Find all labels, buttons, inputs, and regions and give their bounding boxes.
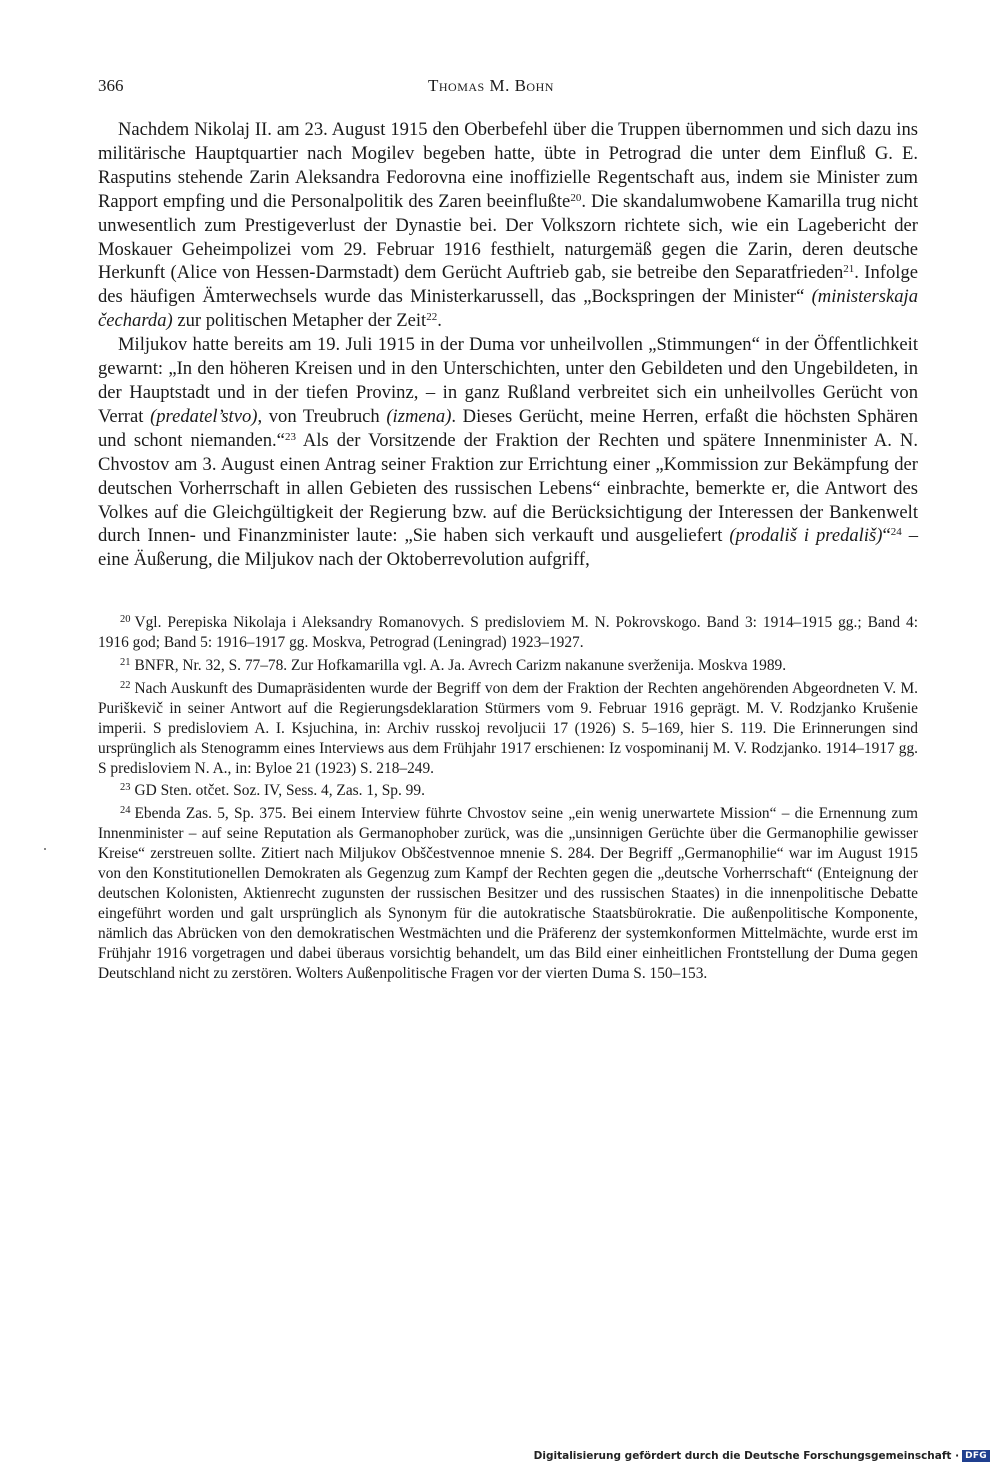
footnote-text: Nach Auskunft des Dumapräsidenten wurde der Begriff von dem der Fraktion der Rechten angehörenden Abgeordneten V. M. Puriškevič in seiner Antwort auf die Regierungsdeklaration Stürmers vom 9. Februar 1916 geprägt. M. V. Rodzjanko Krušenie imperii. S predisloviem A. I. Ksjuchina, in: Archiv russkoj revoljucii 17 (1926) S. 5–169, hier S. 119. Die Erinnerungen sind ursprünglich als Stenogramm eines Interviews aus dem Frühjahr 1917 erschienen: Iz vospominanij M. V. Rodzjanko. 1914–1917 gg. S predisloviem N. A., in: Byloe 21 (1923) S. 218–249. [98, 679, 918, 777]
footnote-number: 20 [120, 614, 131, 626]
text-run: – eine Äußerung, die Miljukov nach der Oktoberrevolution aufgriff, [98, 525, 919, 571]
text-run: Als der Vorsitzende der Fraktion der Rechten und spätere Innenminister A. N. Chvostov am 3. August einen Antrag seiner Fraktion zur Errichtung einer „Kommission zur Bekämpfung der deutschen Vorherrschaft in allen Gebieten des russischen Lebens“ einbrachte, bemerkte er, die Antwort des Volkes auf die Gleichgültigkeit der Regierung bzw. auf die Berücksichtigung der Interessen der Bankenwelt durch Innen- und Finanzminister laute: „Sie haben sich verkauft und ausgeliefert [98, 429, 919, 547]
footnote-23 [98, 778, 918, 801]
text-run: . [437, 310, 442, 332]
footnotes [98, 610, 918, 983]
document-page [98, 76, 918, 984]
footnote-21 [98, 653, 918, 676]
dfg-logo-icon: DFG [962, 1450, 990, 1462]
scan-artifact [44, 848, 46, 850]
body-text [98, 118, 918, 572]
running-head: Thomas M. Bohn [428, 76, 554, 95]
footnote-number: 23 [120, 782, 131, 794]
text-run: , von Treubruch [257, 405, 387, 427]
footnote-ref[interactable]: 21 [843, 263, 855, 276]
italic-term: (prodališ i predališ) [729, 525, 883, 547]
page-header [98, 76, 918, 104]
italic-term: (predatel’stvo) [150, 405, 258, 427]
italic-term: (ministerskaja čecharda) [98, 286, 918, 332]
text-run: “ [882, 525, 891, 547]
text-run: . Die skandalumwobene Kamarilla trug nicht unwesentlich zum Prestigeverlust der Dynastie bei. Der Volkszorn richtete sich, wie ein Lagebericht der Moskauer Geheimpolizei vom 29. Februar 1916 festhielt, naturgemäß gegen die Zarin, deren deutsche Herkunft (Alice von Hessen-Darmstadt) dem Gerücht Auftrieb gab, sie betreibe den Separatfrieden [98, 190, 918, 284]
funding-notice: Digitalisierung gefördert durch die Deutsche Forschungsgemeinschaft · [533, 1450, 960, 1462]
text-run: . Infolge des häufigen Ämterwechsels wurde das Ministerkarussell, das „Bockspringen der Minister“ [98, 262, 918, 308]
footnote-text: Vgl. Perepiska Nikolaja i Aleksandry Romanovych. S predisloviem M. N. Pokrovskogo. Band 3: 1914–1915 gg.; Band 4: 1916 god; Band 5: 1916–1917 gg. Moskva, Petrograd (Leningrad) 1923–1927. [98, 614, 918, 652]
text-run: . Dieses Gerücht, meine Herren, erfaßt die höchsten Sphären und schont niemanden.“ [98, 405, 918, 451]
footnote-text: BNFR, Nr. 32, S. 77–78. Zur Hofkamarilla vgl. A. Ja. Avrech Carizm nakanune sverženija. Moskva 1989. [134, 657, 787, 675]
text-run: Nachdem Nikolaj II. am 23. August 1915 den Oberbefehl über die Truppen übernommen und sich dazu ins militärische Hauptquartier nach Mogilev begeben hatte, übte in Petrograd die unter dem Einfluß G. E. Rasputins stehende Zarin Aleksandra Fedorovna eine inoffizielle Regentschaft aus, indem sie Minister zum Rapport empfing und die Personalpolitik des Zaren beeinflußte [98, 119, 918, 212]
footnote-20 [98, 610, 918, 653]
paragraph-2 [98, 333, 918, 572]
footnote-number: 24 [120, 805, 131, 817]
digitization-footer [534, 1450, 990, 1462]
footnote-24 [98, 801, 918, 983]
text-run: zur politischen Metapher der Zeit [172, 310, 427, 332]
footnote-ref[interactable]: 23 [284, 430, 296, 443]
footnote-number: 21 [120, 657, 131, 669]
footnote-ref[interactable]: 24 [890, 526, 902, 539]
footnote-text: GD Sten. otčet. Soz. IV, Sess. 4, Zas. 1, Sp. 99. [134, 782, 425, 800]
footnote-text: Ebenda Zas. 5, Sp. 375. Bei einem Interview führte Chvostov seine „ein wenig unerwartete Mission“ – die Ernennung zum Innenminister – auf seine Reputation als Germanophober zurück, was die „unsinnigen Gerüchte über die Germanophilie gewisser Kreise“ zerstreuen sollte. Zitiert nach Miljukov Obščestvennoe mnenie S. 284. Der Begriff „Germanophilie“ war im August 1915 von den Konstitutionellen Demokraten als Gegenzug zum Kampf der Rechten gegen die „deutsche Vorherrschaft“ (Enteignung der deutschen Kolonisten, Aktienrecht zugunsten der russischen Besitzer und des russischen Staates) in die innenpolitische Debatte eingeführt worden und galt ursprünglich als Synonym für die autokratische Staatsbürokratie. Die außenpolitische Komponente, nämlich das Abrücken von den demokratischen Westmächten und die Präferenz der systemkonformen Mittelmächte, wurde erst im Frühjahr 1916 vorgetragen und dabei überaus vorsichtig behandelt, um das Bild einer einheitlichen Frontstellung der Duma gegen Deutschland nicht zu zerstören. Wolters Außenpolitische Fragen vor der vierten Duma S. 150–153. [98, 805, 918, 982]
footnote-22 [98, 676, 918, 779]
footnote-ref[interactable]: 20 [570, 191, 582, 204]
text-run: Miljukov hatte bereits am 19. Juli 1915 in der Duma vor unheilvollen „Stimmungen“ in der Öffentlichkeit gewarnt: „In den höheren Kreisen und in den Unterschichten, unter den Gebildeten und den Ungebildeten, in der Hauptstadt und in der tiefen Provinz, – in ganz Rußland verbreitet sich ein unheilvolles Gerücht von Verrat [98, 334, 918, 427]
paragraph-1 [98, 118, 918, 333]
footnote-ref[interactable]: 22 [426, 311, 438, 324]
footnote-number: 22 [120, 679, 131, 691]
page-number: 366 [98, 76, 124, 95]
italic-term: (izmena) [386, 405, 452, 427]
